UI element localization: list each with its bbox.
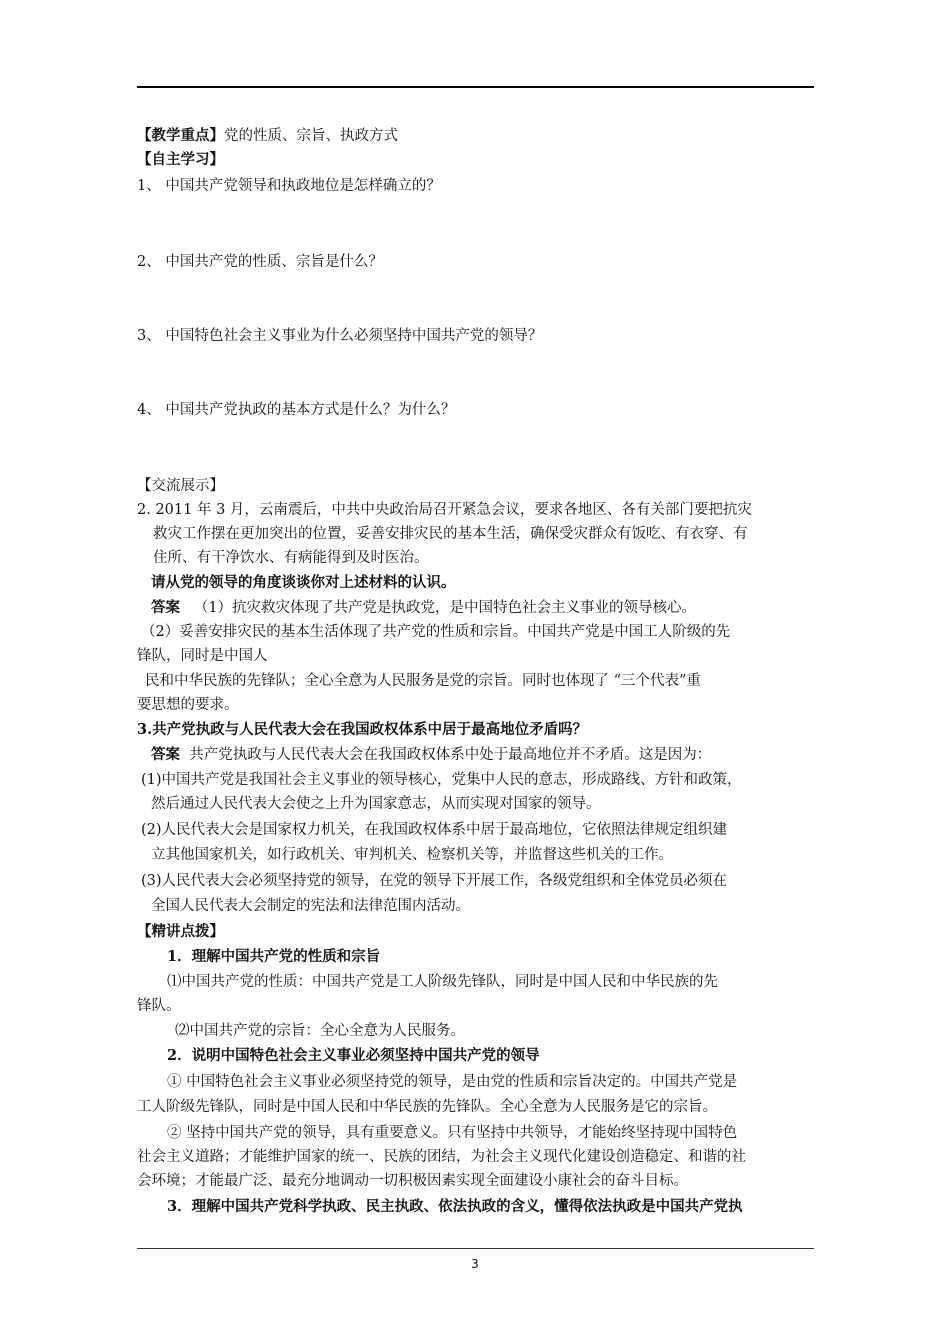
section-label: 【教学重点】 <box>137 127 224 144</box>
section-2-title: 2．说明中国特色社会主义事业必须坚持中国共产党的领导 <box>167 1047 540 1064</box>
section-2-line: ① 中国特色社会主义事业必须坚持党的领导，是由党的性质和宗旨决定的。中国共产党是 <box>167 1074 738 1090</box>
section-1-line: ⑴中国共产党的性质：中国共产党是工人阶级先锋队，同时是中国人民和中华民族的先 <box>167 974 718 990</box>
section-1-title: 1．理解中国共产党的性质和宗旨 <box>167 948 381 965</box>
answer-point: 然后通过人民代表大会使之上升为国家意志，从而实现对国家的领导。 <box>151 796 601 812</box>
section-2-line: ② 坚持中国共产党的领导，具有重要意义。只有坚持中共领导，才能始终坚持现中国特色 <box>167 1125 738 1141</box>
footer-rule <box>137 1248 814 1249</box>
answer-point: 全国人民代表大会制定的宪法和法律范围内活动。 <box>151 898 470 914</box>
answer-line: （2）妥善安排灾民的基本生活体现了共产党的性质和宗旨。中国共产党是中国工人阶级的先 <box>141 624 731 640</box>
q2-answer <box>151 598 696 618</box>
question-3: 3、 中国特色社会主义事业为什么必须坚持中国共产党的领导？ <box>137 328 543 344</box>
section-1-line: ⑵中国共产党的宗旨：全心全意为人民服务。 <box>175 1023 465 1039</box>
answer-point: (3)人民代表大会必须坚持党的领导，在党的领导下开展工作，各级党组织和全体党员必须在 <box>141 873 728 889</box>
section-3-title: 3．理解中国共产党科学执政、民主执政、依法执政的含义，懂得依法执政是中国共产党执 <box>167 1198 743 1215</box>
q3-question: 3.共产党执政与人民代表大会在我国政权体系中居于最高地位矛盾吗？ <box>137 721 588 738</box>
q3-answer <box>151 745 711 765</box>
section-1-line: 锋队。 <box>137 998 181 1014</box>
question-1: 1、 中国共产党领导和执政地位是怎样确立的？ <box>137 178 441 194</box>
section-2-line: 会环境；才能最广泛、最充分地调动一切积极因素实现全面建设小康社会的奋斗目标。 <box>137 1173 688 1189</box>
q2-prompt: 请从党的领导的角度谈谈你对上述材料的认识。 <box>151 574 456 591</box>
material-line: 2. 2011 年 3 月，云南震后，中共中央政治局召开紧急会议，要求各地区、各有关部门要把抗灾 <box>137 502 752 518</box>
question-2: 2、 中国共产党的性质、宗旨是什么？ <box>137 254 383 270</box>
material-line: 救灾工作摆在更加突出的位置，妥善安排灾民的基本生活，确保受灾群众有饭吃、有衣穿、有 <box>153 526 748 542</box>
answer-point: 立其他国家机关，如行政机关、审判机关、检察机关等，并监督这些机关的工作。 <box>151 847 673 863</box>
material-line: 住所、有干净饮水、有病能得到及时医治。 <box>153 550 429 566</box>
answer-intro: 共产党执政与人民代表大会在我国政权体系中处于最高地位并不矛盾。这是因为： <box>189 747 712 763</box>
answer-line: （1）抗灾救灾体现了共产党是执政党，是中国特色社会主义事业的领导核心。 <box>193 600 697 616</box>
header-rule <box>137 86 814 88</box>
page-number: 3 <box>471 1257 479 1271</box>
key-points-heading: 【精讲点拨】 <box>137 923 224 940</box>
section-2-line: 工人阶级先锋队，同时是中国人民和中华民族的先锋队。全心全意为人民服务是它的宗旨。 <box>137 1099 717 1115</box>
answer-point: (2)人民代表大会是国家权力机关，在我国政权体系中居于最高地位，它依照法律规定组织建 <box>141 822 728 838</box>
answer-line: 锋队，同时是中国人 <box>137 648 268 664</box>
exchange-heading: 【交流展示】 <box>137 478 224 494</box>
answer-label: 答案 <box>151 746 180 763</box>
teaching-focus-text: 党的性质、宗旨、执政方式 <box>224 128 398 144</box>
teaching-focus <box>137 126 398 146</box>
answer-line: 要思想的要求。 <box>137 697 239 713</box>
self-study-heading: 【自主学习】 <box>137 151 224 168</box>
answer-label: 答案 <box>151 599 180 616</box>
question-4: 4、 中国共产党执政的基本方式是什么？为什么？ <box>137 402 456 418</box>
answer-line: 民和中华民族的先锋队；全心全意为人民服务是党的宗旨。同时也体现了 “三个代表”重 <box>145 673 701 689</box>
answer-point: (1)中国共产党是我国社会主义事业的领导核心，党集中人民的意志，形成路线、方针和政策， <box>141 772 742 788</box>
section-2-line: 社会主义道路；才能维护国家的统一、民族的团结，为社会主义现代化建设创造稳定、和谐的社 <box>137 1149 746 1165</box>
